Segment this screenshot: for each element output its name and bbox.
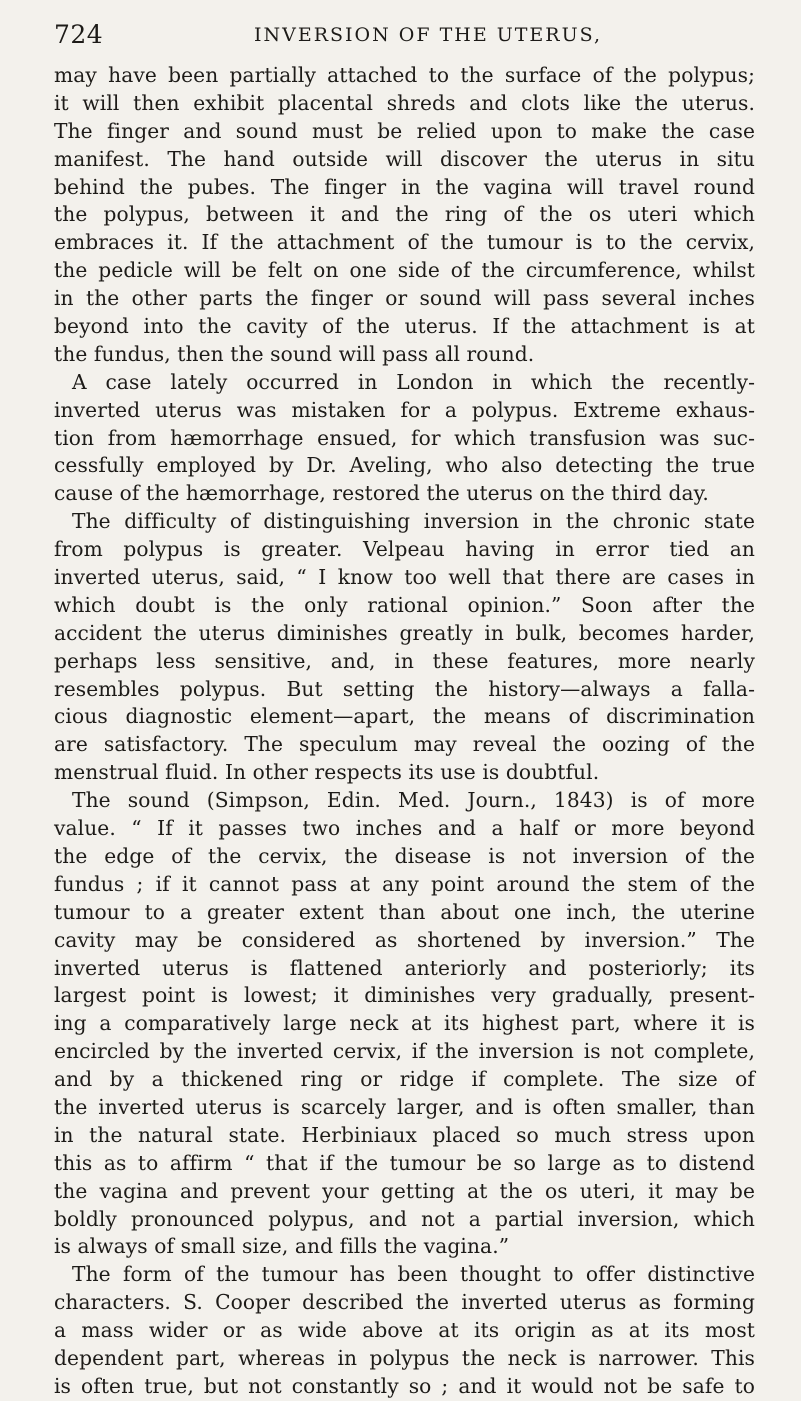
text-line: the edge of the cervix, the disease is not inversion of the	[54, 843, 755, 868]
text-line: it will then exhibit placental shreds and clots like the uterus.	[54, 90, 755, 115]
text-line: perhaps less sensitive, and, in these features, more nearly	[54, 648, 755, 673]
text-line: accident the uterus diminishes greatly in bulk, becomes harder,	[54, 620, 755, 645]
text-line: a mass wider or as wide above at its origin as at its most	[54, 1318, 755, 1343]
text-line: the pedicle will be felt on one side of the circumference, whilst	[54, 258, 755, 283]
text-line: and by a thickened ring or ridge if complete. The size of	[54, 1067, 755, 1092]
text-line: A case lately occurred in London in which the recently-	[72, 369, 755, 394]
text-line: The form of the tumour has been thought to offer distinctive	[72, 1262, 755, 1287]
text-line: is often true, but not constantly so ; and it would not be safe to	[54, 1373, 755, 1398]
text-line: the inverted uterus is scarcely larger, and is often smaller, than	[54, 1094, 755, 1119]
text-line: in the other parts the finger or sound will pass several inches	[54, 286, 755, 311]
text-line: the polypus, between it and the ring of the os uteri which	[54, 202, 755, 227]
text-line: beyond into the cavity of the uterus. If the attachment is at	[54, 314, 755, 339]
text-line: behind the pubes. The finger in the vagina will travel round	[54, 174, 755, 199]
body-text	[54, 62, 755, 1401]
text-line: embraces it. If the attachment of the tumour is to the cervix,	[54, 230, 755, 255]
text-line: may have been partially attached to the surface of the polypus;	[54, 63, 755, 87]
text-line: The finger and sound must be relied upon to make the case	[54, 118, 755, 143]
text-line: fundus ; if it cannot pass at any point around the stem of the	[54, 871, 755, 896]
text-line: The sound (Simpson, Edin. Med. Journ., 1843) is of more	[72, 788, 755, 813]
text-line: The difficulty of distinguishing inversion in the chronic state	[72, 509, 755, 534]
text-line: manifest. The hand outside will discover the uterus in situ	[54, 146, 755, 171]
running-head: INVERSION OF THE UTERUS,	[254, 24, 602, 46]
text-line: the fundus, then the sound will pass all round.	[54, 341, 535, 366]
text-line: in the natural state. Herbiniaux placed so much stress upon	[54, 1122, 755, 1147]
text-line: cessfully employed by Dr. Aveling, who also detecting the true	[54, 453, 755, 478]
text-line: cious diagnostic element—apart, the means of discrimination	[54, 704, 755, 729]
text-line: resembles polypus. But setting the history—always a falla-	[54, 676, 755, 701]
page-number: 724	[54, 20, 104, 49]
text-line: which doubt is the only rational opinion.” Soon after the	[54, 592, 755, 617]
text-line: boldly pronounced polypus, and not a partial inversion, which	[54, 1206, 755, 1231]
text-line: are satisfactory. The speculum may reveal the oozing of the	[54, 732, 755, 757]
text-line: tumour to a greater extent than about one inch, the uterine	[54, 899, 755, 924]
text-line: the vagina and prevent your getting at the os uteri, it may be	[54, 1178, 755, 1203]
text-line: inverted uterus, said, “ I know too well that there are cases in	[54, 565, 755, 590]
text-line: tion from hæmorrhage ensued, for which transfusion was suc-	[54, 425, 755, 450]
text-line: from polypus is greater. Velpeau having in error tied an	[54, 537, 755, 562]
text-line: largest point is lowest; it diminishes very gradually, present-	[54, 983, 755, 1008]
text-line: cavity may be considered as shortened by inversion.” The	[54, 927, 755, 952]
page-header	[54, 16, 755, 58]
text-line: inverted uterus was mistaken for a polypus. Extreme exhaus-	[54, 397, 755, 422]
text-line: value. “ If it passes two inches and a half or more beyond	[54, 816, 755, 841]
text-line: menstrual fluid. In other respects its use is doubtful.	[54, 760, 600, 785]
text-line: ing a comparatively large neck at its highest part, where it is	[54, 1011, 755, 1036]
text-line: is always of small size, and fills the vagina.”	[54, 1234, 510, 1259]
text-line: this as to affirm “ that if the tumour be so large as to distend	[54, 1150, 755, 1175]
text-line: encircled by the inverted cervix, if the inversion is not complete,	[54, 1039, 755, 1064]
text-line: inverted uterus is flattened anteriorly and posteriorly; its	[54, 955, 755, 980]
text-line: dependent part, whereas in polypus the neck is narrower. This	[54, 1345, 755, 1370]
text-line: cause of the hæmorrhage, restored the uterus on the third day.	[54, 481, 709, 506]
text-line: characters. S. Cooper described the inverted uterus as forming	[54, 1290, 755, 1315]
